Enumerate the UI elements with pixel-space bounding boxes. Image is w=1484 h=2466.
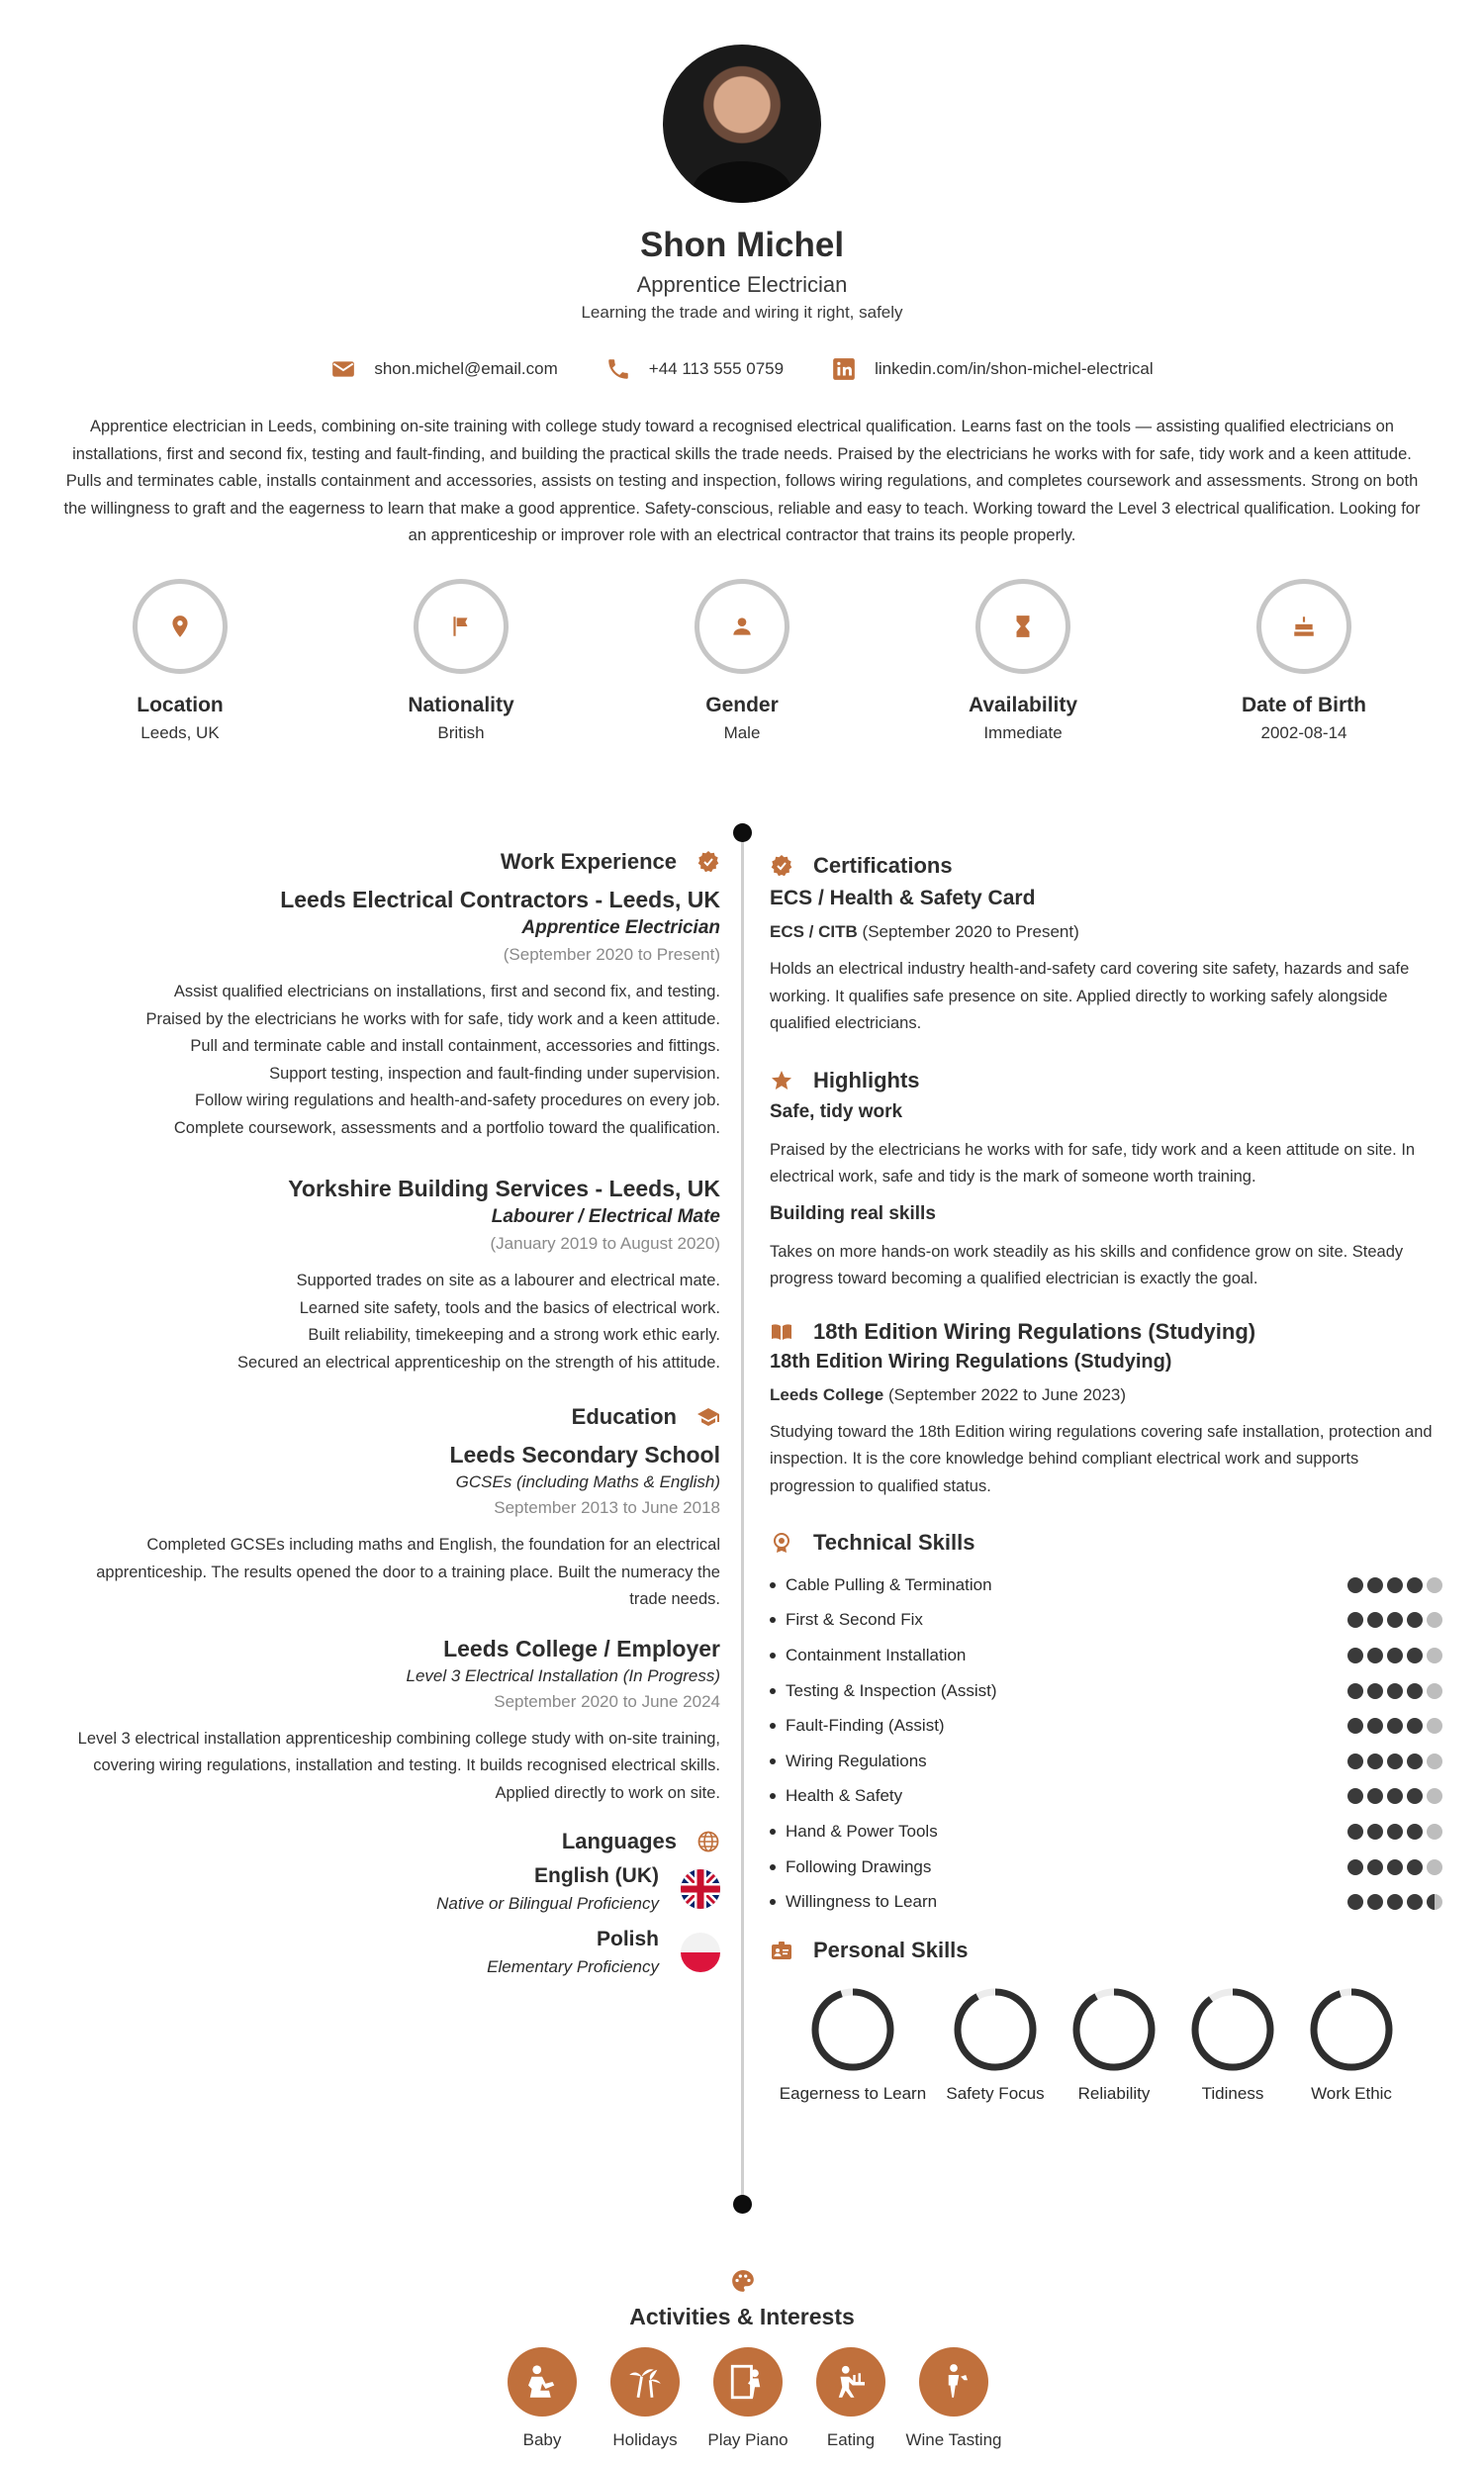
info-value: Leeds, UK — [140, 723, 220, 742]
skill-rating-dots — [1347, 1754, 1442, 1769]
job-entry — [59, 1176, 720, 1376]
info-label: Availability — [968, 694, 1078, 716]
right-column — [770, 853, 1442, 2104]
timeline-dot-top — [733, 823, 752, 842]
contact-email[interactable] — [330, 356, 557, 382]
highlight-title: Safe, tidy work — [770, 1100, 903, 1122]
technical-skill-row — [770, 1884, 1442, 1920]
skill-rating-dots — [1347, 1894, 1442, 1910]
graduation-cap-icon — [696, 1405, 720, 1429]
rating-dot — [1387, 1788, 1403, 1804]
rating-dot — [1387, 1718, 1403, 1734]
skill-rating-dots — [1347, 1718, 1442, 1734]
activities-heading: Activities & Interests — [629, 2304, 855, 2329]
activity-label: Eating — [826, 2430, 876, 2449]
bullet — [770, 1793, 776, 1799]
section-title: 18th Edition Wiring Regulations (Studying) — [813, 1318, 1256, 1344]
technical-skill-row — [770, 1744, 1442, 1779]
baby-icon — [521, 2361, 563, 2403]
rating-dot — [1387, 1648, 1403, 1663]
language-entry — [59, 1864, 720, 1914]
section-title: Certifications — [813, 853, 953, 878]
rating-dot — [1387, 1612, 1403, 1628]
rating-dot — [1347, 1788, 1363, 1804]
skill-rating-dots — [1347, 1683, 1442, 1699]
cake-icon — [1291, 614, 1317, 639]
skill-rating-dots — [1347, 1859, 1442, 1875]
section-title: Education — [571, 1404, 677, 1429]
rating-dot — [1387, 1859, 1403, 1875]
rating-dot — [1367, 1612, 1383, 1628]
rating-dot — [1347, 1648, 1363, 1663]
education-entry — [59, 1636, 720, 1808]
info-label: Gender — [705, 694, 779, 716]
skill-rating-dots — [1347, 1648, 1442, 1663]
skill-ring — [1307, 1985, 1396, 2074]
rating-dot — [1427, 1718, 1442, 1734]
eating-icon — [830, 2361, 872, 2403]
rating-dot — [1387, 1683, 1403, 1699]
activity-label: Play Piano — [707, 2430, 788, 2449]
activity-item — [594, 2347, 696, 2452]
highlight-title: Building real skills — [770, 1202, 936, 1224]
job-dates: (September 2020 to Present) — [503, 945, 720, 964]
linkedin-icon — [831, 356, 857, 382]
certification-title: ECS / Health & Safety Card — [770, 887, 1036, 909]
rating-dot — [1347, 1824, 1363, 1840]
education-heading — [59, 1404, 720, 1430]
open-book-icon — [770, 1320, 793, 1344]
location-pin-icon — [167, 614, 193, 639]
job-description — [59, 1268, 720, 1376]
job-description — [59, 979, 720, 1142]
rating-dot — [1347, 1718, 1363, 1734]
rating-dot — [1427, 1754, 1442, 1769]
rating-dot — [1407, 1859, 1423, 1875]
education-degree: Level 3 Electrical Installation (In Progress) — [406, 1665, 720, 1685]
skill-ring-fill — [1076, 1992, 1152, 2067]
language-name: English (UK) — [534, 1864, 659, 1887]
skill-ring-fill — [1195, 1992, 1270, 2067]
course-dates: (September 2022 to June 2023) — [888, 1384, 1127, 1404]
activity-item — [799, 2347, 902, 2452]
job-entry — [59, 887, 720, 1142]
info-label: Location — [137, 694, 224, 716]
personal-skill-item — [1055, 1985, 1173, 2104]
bullet — [770, 1758, 776, 1764]
rating-dot — [1387, 1754, 1403, 1769]
rating-dot — [1347, 1894, 1363, 1910]
rating-dot — [1367, 1824, 1383, 1840]
rating-dot — [1387, 1894, 1403, 1910]
bullet — [770, 1582, 776, 1588]
info-value: 2002-08-14 — [1260, 723, 1347, 742]
left-column — [59, 849, 720, 1977]
activity-item — [696, 2347, 799, 2452]
activity-item — [902, 2347, 1005, 2452]
email-icon — [330, 356, 356, 382]
personal-skill-name: Work Ethic — [1311, 2083, 1392, 2103]
language-name: Polish — [596, 1928, 659, 1950]
rating-dot — [1407, 1612, 1423, 1628]
technical-skill-row — [770, 1673, 1442, 1709]
job-line: Secured an electrical apprenticeship on the strength of his attitude. — [237, 1353, 720, 1372]
technical-skill-name: Wiring Regulations — [786, 1751, 927, 1770]
personal-skill-item — [1173, 1985, 1292, 2104]
activities-list — [491, 2347, 1005, 2452]
job-line: Pull and terminate cable and install containment, accessories and fittings. — [190, 1037, 720, 1055]
hourglass-icon — [1010, 614, 1036, 639]
rating-dot — [1407, 1788, 1423, 1804]
bullet — [770, 1723, 776, 1729]
technical-skill-row — [770, 1708, 1442, 1744]
job-line: Built reliability, timekeeping and a strong work ethic early. — [308, 1326, 720, 1344]
rating-dot — [1407, 1683, 1423, 1699]
education-description: Level 3 electrical installation apprenticeship combining college study with on-site training, covering wiring regulations, installation and testing. It builds recognised electrical skills. Applied directly to work on site. — [77, 1729, 720, 1802]
info-value: British — [437, 723, 485, 742]
rating-dot — [1407, 1577, 1423, 1593]
info-label: Nationality — [408, 694, 514, 716]
activity-label: Wine Tasting — [905, 2430, 1002, 2449]
technical-skill-name: Health & Safety — [786, 1786, 903, 1806]
personal-skill-name: Reliability — [1077, 2083, 1151, 2103]
contact-linkedin[interactable] — [831, 356, 1154, 382]
info-location — [81, 579, 279, 743]
technical-skill-name: Testing & Inspection (Assist) — [786, 1680, 997, 1700]
section-title: Technical Skills — [813, 1530, 975, 1555]
job-company: Leeds Electrical Contractors - Leeds, UK — [280, 887, 720, 912]
language-level: Elementary Proficiency — [487, 1957, 659, 1976]
skill-ring-fill — [958, 1992, 1033, 2067]
id-badge-icon — [770, 1939, 793, 1962]
medal-icon — [770, 1531, 793, 1555]
technical-skill-name: Following Drawings — [786, 1856, 932, 1876]
activity-label: Holidays — [612, 2430, 678, 2449]
certification-description: Holds an electrical industry health-and-safety card covering site safety, hazards and safe working. It qualifies safe presence on site. Applied directly to working safely alongside qualified electricians. — [770, 960, 1410, 1032]
certification-meta — [770, 922, 1442, 942]
technical-skill-row — [770, 1850, 1442, 1885]
certification-issuer: ECS / CITB — [770, 922, 858, 941]
info-gender — [643, 579, 841, 743]
technical-skill-name: First & Second Fix — [786, 1610, 923, 1630]
job-line: Support testing, inspection and fault-finding under supervision. — [269, 1064, 720, 1083]
rating-dot — [1367, 1577, 1383, 1593]
contact-phone[interactable] — [605, 356, 784, 382]
rating-dot — [1367, 1754, 1383, 1769]
skill-ring-fill — [1314, 1992, 1389, 2067]
rating-dot — [1427, 1894, 1442, 1910]
verified-badge-icon — [770, 854, 793, 878]
certifications-heading — [770, 853, 1442, 879]
info-date-of-birth — [1205, 579, 1403, 743]
certification-dates: (September 2020 to Present) — [862, 922, 1079, 941]
profile-name: Shon Michel — [639, 226, 845, 264]
rating-dot — [1387, 1824, 1403, 1840]
rating-dot — [1347, 1577, 1363, 1593]
timeline-dot-bottom — [733, 2195, 752, 2214]
rating-dot — [1347, 1612, 1363, 1628]
education-degree: GCSEs (including Maths & English) — [455, 1472, 720, 1491]
activity-item — [491, 2347, 594, 2452]
personal-skills-heading — [770, 1938, 1442, 1963]
education-dates: September 2013 to June 2018 — [494, 1498, 720, 1517]
rating-dot — [1367, 1683, 1383, 1699]
personal-info-row — [81, 579, 1403, 743]
piano-player-icon — [727, 2361, 769, 2403]
job-line: Assist qualified electricians on installations, first and second fix, and testing. — [173, 983, 720, 1000]
bullet — [770, 1829, 776, 1835]
languages-heading — [59, 1829, 720, 1854]
rating-dot — [1427, 1788, 1442, 1804]
rating-dot — [1427, 1577, 1442, 1593]
personal-skill-item — [770, 1985, 936, 2104]
job-company: Yorkshire Building Services - Leeds, UK — [288, 1176, 720, 1201]
palm-tree-icon — [624, 2361, 666, 2403]
job-role: Apprentice Electrician — [521, 917, 720, 938]
job-line: Learned site safety, tools and the basics of electrical work. — [299, 1298, 720, 1317]
technical-skill-row — [770, 1779, 1442, 1815]
rating-dot — [1407, 1824, 1423, 1840]
personal-skill-name: Eagerness to Learn — [779, 2083, 927, 2103]
rating-dot — [1367, 1718, 1383, 1734]
job-dates: (January 2019 to August 2020) — [490, 1234, 720, 1253]
skill-rating-dots — [1347, 1788, 1442, 1804]
rating-dot — [1367, 1894, 1383, 1910]
technical-skill-row — [770, 1638, 1442, 1673]
rating-dot — [1427, 1824, 1442, 1840]
technical-skill-list — [770, 1567, 1442, 1920]
course-heading — [770, 1319, 1442, 1345]
info-value: Male — [723, 723, 761, 742]
work-experience-heading — [59, 849, 720, 875]
skill-rating-dots — [1347, 1612, 1442, 1628]
verified-badge-icon — [696, 850, 720, 874]
email-text: shon.michel@email.com — [374, 359, 558, 378]
education-school: Leeds Secondary School — [449, 1442, 720, 1468]
profile-title: Apprentice Electrician — [636, 272, 848, 297]
rating-dot — [1367, 1788, 1383, 1804]
education-entry — [59, 1442, 720, 1614]
section-title: Languages — [561, 1829, 677, 1853]
rating-dot — [1367, 1648, 1383, 1663]
course-issuer: Leeds College — [770, 1384, 884, 1404]
poland-flag-icon — [681, 1933, 720, 1972]
info-nationality — [362, 579, 560, 743]
wine-tasting-icon — [933, 2361, 974, 2403]
personal-skill-name: Safety Focus — [946, 2083, 1045, 2103]
skill-ring-fill — [815, 1992, 890, 2067]
course-title: 18th Edition Wiring Regulations (Studying) — [770, 1350, 1172, 1373]
globe-icon — [696, 1830, 720, 1853]
technical-skill-name: Containment Installation — [786, 1645, 967, 1664]
highlight-description: Takes on more hands-on work steadily as his skills and confidence grow on site. Steady progress toward becoming a qualified electrician is exactly the goal. — [770, 1242, 1404, 1287]
rating-dot — [1347, 1859, 1363, 1875]
job-line: Complete coursework, assessments and a portfolio toward the qualification. — [173, 1118, 720, 1137]
rating-dot — [1427, 1859, 1442, 1875]
profile-summary: Apprentice electrician in Leeds, combining on-site training with college study toward a recognised electrical qualification. Learns fast on the tools — assisting qualified electricians on installations, first and second fix, testing and fault-finding, and building the practical skills the trade needs. Praised by the electricians he works with for safe, tidy work and a keen attitude. Pulls and terminates cable, installs containment and accessories, assists on testing and inspection, follows wiring regulations, and completes coursework and assessments. Strong on both the willingness to graft and the eagerness to learn that make a good apprentice. Safety-conscious, reliable and easy to teach. Working toward the Level 3 electrical qualification. Looking for an apprenticeship or improver role with an electrical contractor that trains its people properly. — [63, 418, 1421, 544]
education-dates: September 2020 to June 2024 — [494, 1691, 720, 1711]
skill-rating-dots — [1347, 1577, 1442, 1593]
bullet — [770, 1899, 776, 1905]
skill-rating-dots — [1347, 1824, 1442, 1840]
info-label: Date of Birth — [1242, 694, 1366, 716]
rating-dot — [1427, 1683, 1442, 1699]
skill-ring — [808, 1985, 897, 2074]
technical-skill-row — [770, 1814, 1442, 1850]
skill-ring — [951, 1985, 1040, 2074]
personal-skill-item — [1292, 1985, 1411, 2104]
job-line: Follow wiring regulations and health-and-safety procedures on every job. — [194, 1091, 720, 1109]
contact-bar — [0, 356, 1484, 382]
language-entry — [59, 1928, 720, 1977]
linkedin-text: linkedin.com/in/shon-michel-electrical — [875, 359, 1154, 378]
course-meta — [770, 1385, 1442, 1405]
rating-dot — [1407, 1754, 1423, 1769]
info-availability — [924, 579, 1122, 743]
rating-dot — [1367, 1859, 1383, 1875]
course-description: Studying toward the 18th Edition wiring regulations covering safe installation, protection and inspection. It is the core knowledge behind compliant electrical work and supports progression to qualified status. — [770, 1422, 1433, 1495]
phone-text: +44 113 555 0759 — [648, 359, 785, 378]
skill-ring — [1188, 1985, 1277, 2074]
rating-dot — [1407, 1718, 1423, 1734]
rating-dot — [1347, 1754, 1363, 1769]
bullet — [770, 1864, 776, 1870]
palette-icon — [730, 2268, 756, 2294]
education-description: Completed GCSEs including maths and English, the foundation for an electrical apprenticeship. The results opened the door to a training place. Built the numeracy the trade needs. — [96, 1536, 720, 1608]
technical-skill-name: Willingness to Learn — [786, 1892, 938, 1912]
technical-skills-heading — [770, 1530, 1442, 1556]
person-icon — [729, 614, 755, 639]
uk-flag-icon — [681, 1869, 720, 1909]
language-level: Native or Bilingual Proficiency — [436, 1894, 659, 1913]
phone-icon — [605, 356, 631, 382]
profile-tagline: Learning the trade and wiring it right, safely — [581, 303, 903, 322]
flag-icon — [448, 614, 474, 639]
technical-skill-name: Cable Pulling & Termination — [786, 1574, 992, 1594]
rating-dot — [1427, 1648, 1442, 1663]
section-title: Work Experience — [500, 849, 677, 874]
technical-skill-name: Hand & Power Tools — [786, 1821, 938, 1841]
bullet — [770, 1653, 776, 1659]
technical-skill-name: Fault-Finding (Assist) — [786, 1716, 945, 1736]
bullet — [770, 1617, 776, 1623]
personal-skill-list — [770, 1985, 1442, 2104]
job-role: Labourer / Electrical Mate — [491, 1206, 720, 1227]
personal-skill-name: Tidiness — [1201, 2083, 1264, 2103]
education-school: Leeds College / Employer — [443, 1635, 720, 1661]
bullet — [770, 1688, 776, 1694]
rating-dot — [1427, 1612, 1442, 1628]
rating-dot — [1347, 1683, 1363, 1699]
technical-skill-row — [770, 1567, 1442, 1603]
activity-label: Baby — [522, 2430, 562, 2449]
job-line: Praised by the electricians he works with for safe, tidy work and a keen attitude. — [145, 1009, 720, 1028]
highlights-heading — [770, 1068, 1442, 1093]
rating-dot — [1387, 1577, 1403, 1593]
job-line: Supported trades on site as a labourer and electrical mate. — [296, 1272, 720, 1289]
skill-ring — [1069, 1985, 1159, 2074]
personal-skill-item — [936, 1985, 1055, 2104]
technical-skill-row — [770, 1603, 1442, 1639]
section-title: Personal Skills — [813, 1937, 969, 1962]
info-value: Immediate — [983, 723, 1063, 742]
rating-dot — [1407, 1648, 1423, 1663]
timeline-line — [741, 828, 744, 2199]
star-icon — [770, 1069, 793, 1092]
highlight-description: Praised by the electricians he works with for safe, tidy work and a keen attitude on site. In electrical work, safe and tidy is the mark of someone worth training. — [770, 1140, 1416, 1186]
section-title: Highlights — [813, 1067, 920, 1092]
profile-photo — [663, 45, 821, 203]
rating-dot — [1407, 1894, 1423, 1910]
